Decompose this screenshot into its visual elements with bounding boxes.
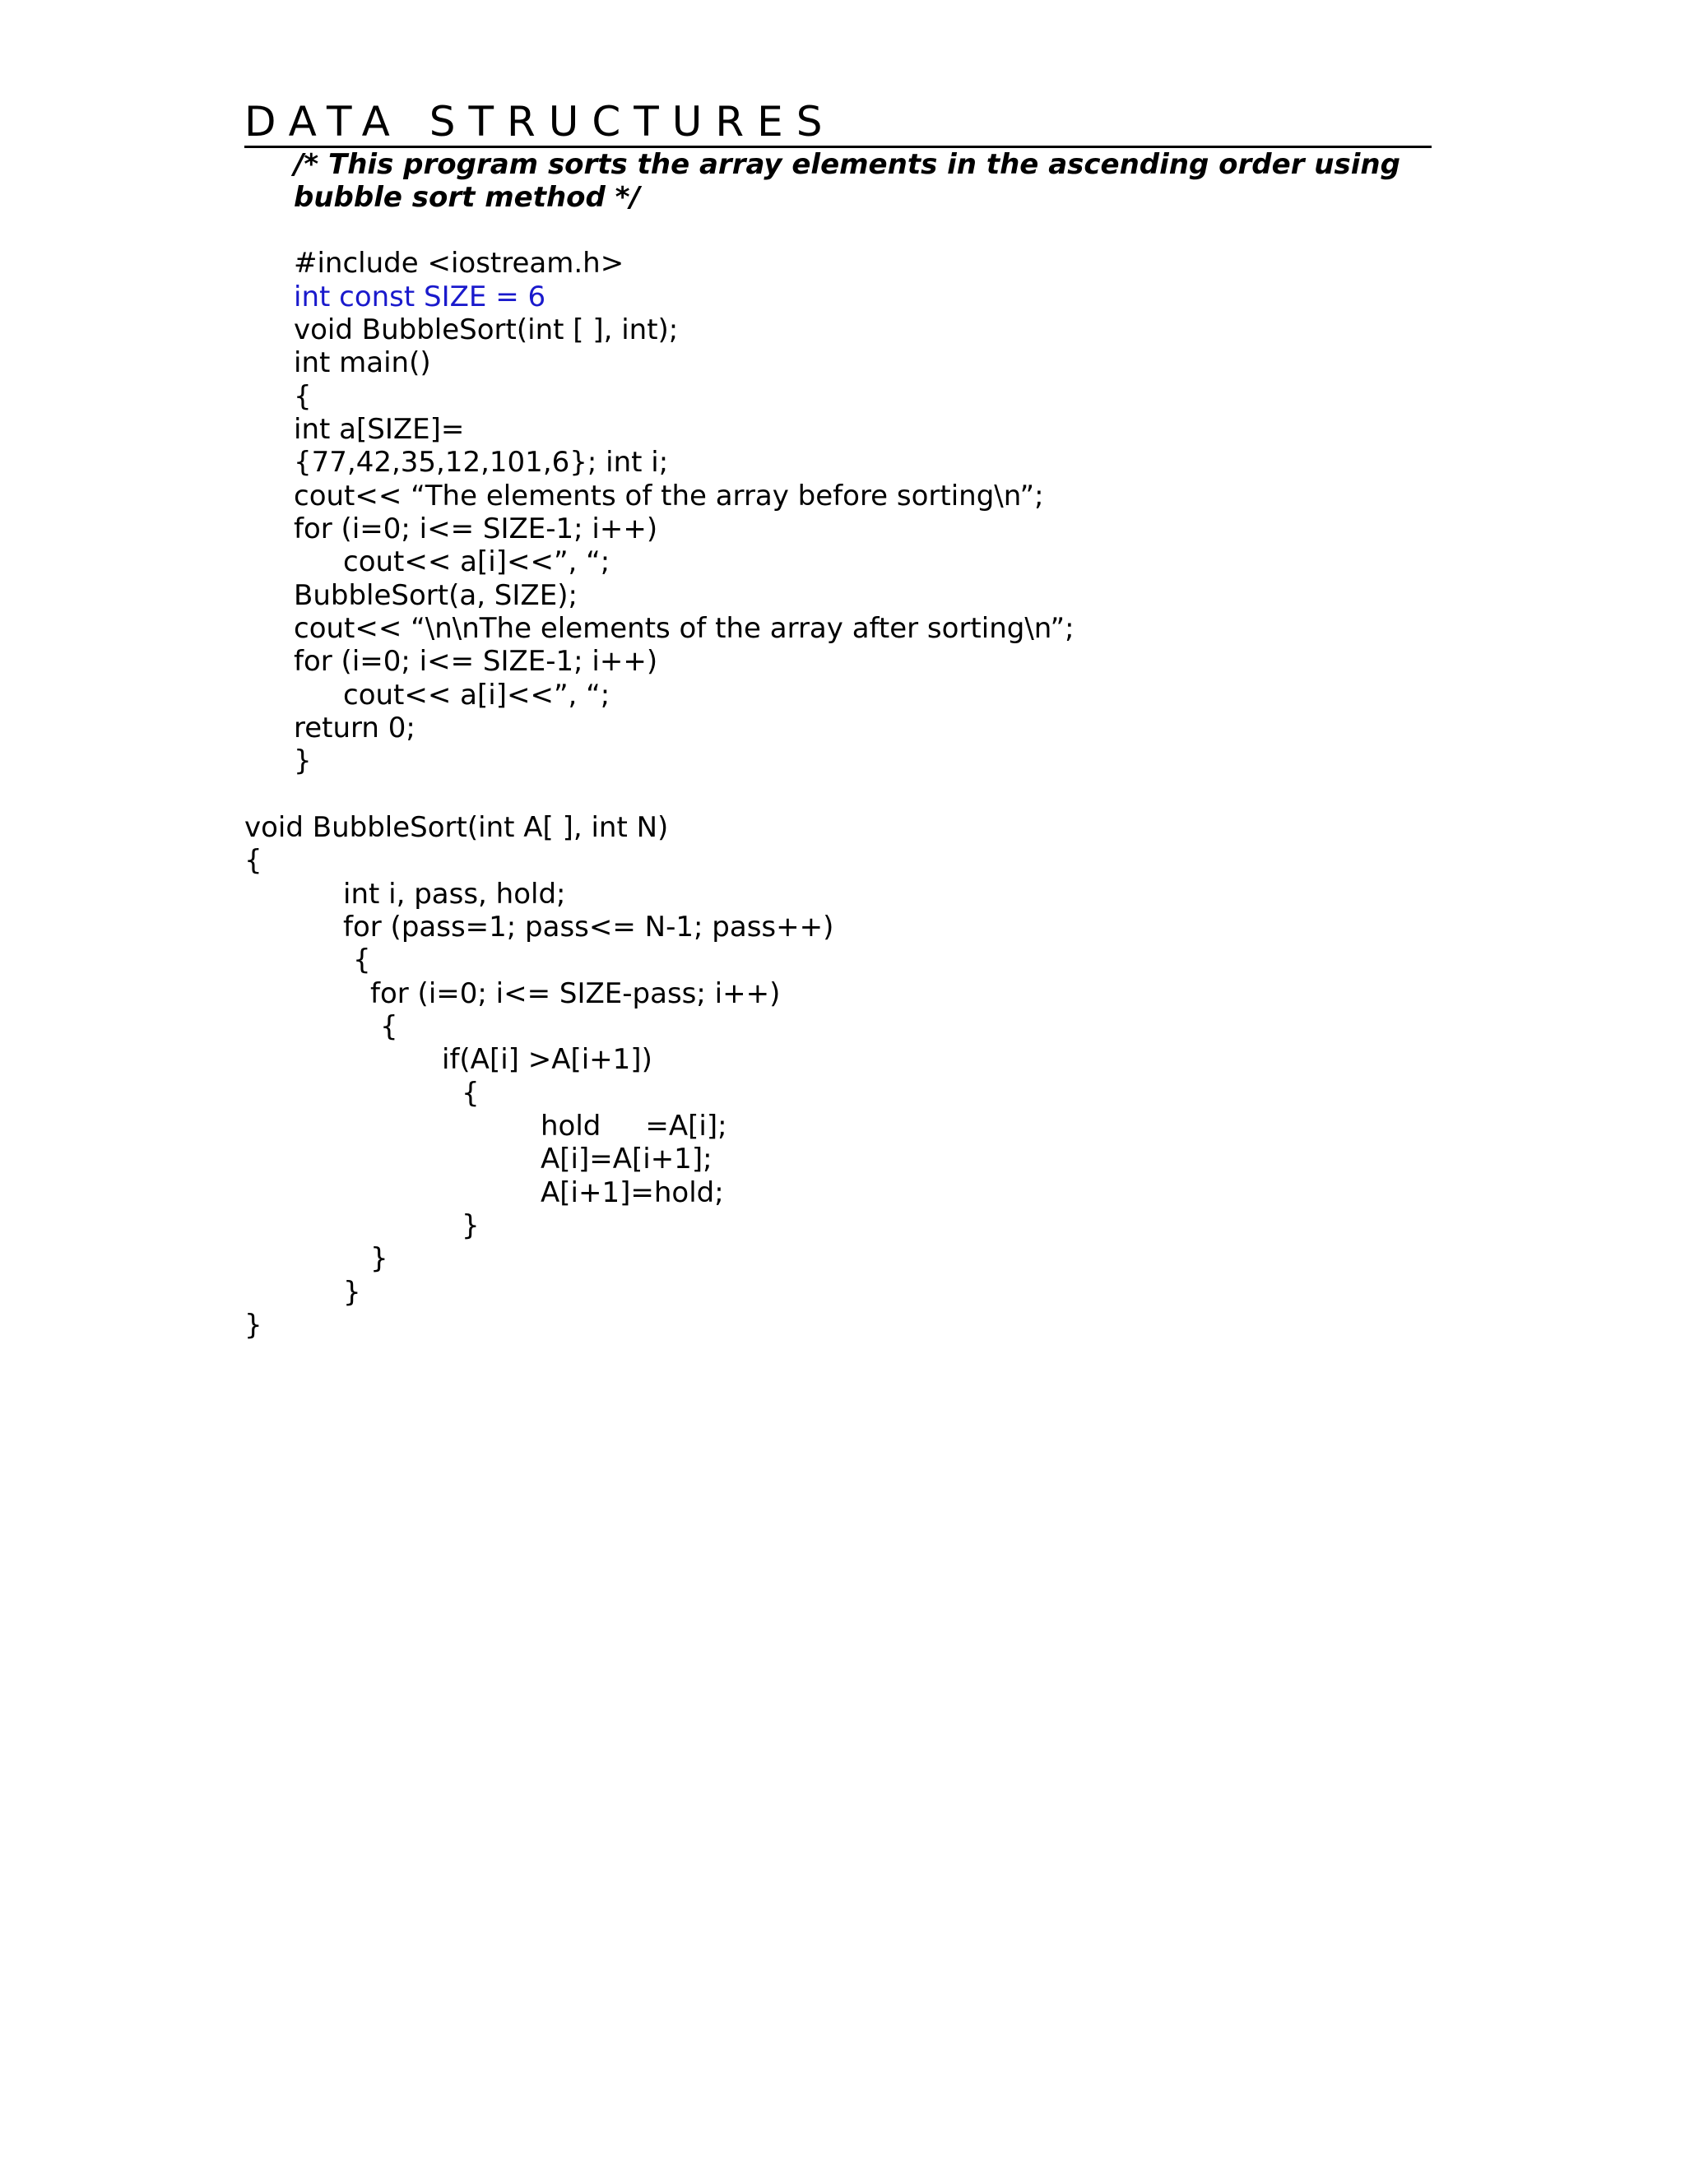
code-line: int const SIZE = 6 bbox=[294, 281, 546, 313]
code-line: hold =A[i]; bbox=[541, 1110, 727, 1143]
code-line: #include <iostream.h> bbox=[294, 247, 624, 280]
code-line: { bbox=[244, 844, 262, 877]
page-header-title: DATA STRUCTURES bbox=[244, 98, 836, 146]
code-line: cout<< “The elements of the array before sorting\n”; bbox=[294, 480, 1044, 512]
comment-line: bubble sort method */ bbox=[294, 181, 640, 214]
code-line: for (i=0; i<= SIZE-pass; i++) bbox=[370, 977, 781, 1010]
code-line: return 0; bbox=[294, 712, 415, 744]
code-line: A[i+1]=hold; bbox=[541, 1176, 724, 1209]
code-line: } bbox=[343, 1276, 361, 1309]
code-line: { bbox=[294, 380, 312, 413]
code-line: void BubbleSort(int [ ], int); bbox=[294, 313, 679, 346]
code-line: int a[SIZE]= bbox=[294, 413, 465, 446]
code-line: {77,42,35,12,101,6}; int i; bbox=[294, 446, 669, 479]
code-line: BubbleSort(a, SIZE); bbox=[294, 579, 578, 612]
code-line: for (i=0; i<= SIZE-1; i++) bbox=[294, 645, 658, 678]
code-line: { bbox=[353, 944, 371, 976]
code-line: cout<< a[i]<<”, “; bbox=[343, 545, 610, 578]
code-line: } bbox=[370, 1242, 388, 1275]
code-line: int i, pass, hold; bbox=[343, 878, 566, 911]
code-line: if(A[i] >A[i+1]) bbox=[442, 1043, 652, 1076]
code-line: { bbox=[380, 1010, 398, 1043]
comment-line: /* This program sorts the array elements in the ascending order using bbox=[294, 148, 1400, 181]
code-line: void BubbleSort(int A[ ], int N) bbox=[244, 811, 669, 844]
code-line: } bbox=[244, 1309, 262, 1342]
code-line: A[i]=A[i+1]; bbox=[541, 1143, 713, 1175]
code-line: cout<< “\n\nThe elements of the array after sorting\n”; bbox=[294, 612, 1075, 645]
code-line: int main() bbox=[294, 346, 431, 379]
code-line: } bbox=[294, 744, 312, 777]
code-line: { bbox=[462, 1077, 480, 1110]
code-line: } bbox=[462, 1209, 480, 1242]
code-line: for (pass=1; pass<= N-1; pass++) bbox=[343, 911, 834, 944]
code-line: for (i=0; i<= SIZE-1; i++) bbox=[294, 512, 658, 545]
code-line: cout<< a[i]<<”, “; bbox=[343, 679, 610, 712]
